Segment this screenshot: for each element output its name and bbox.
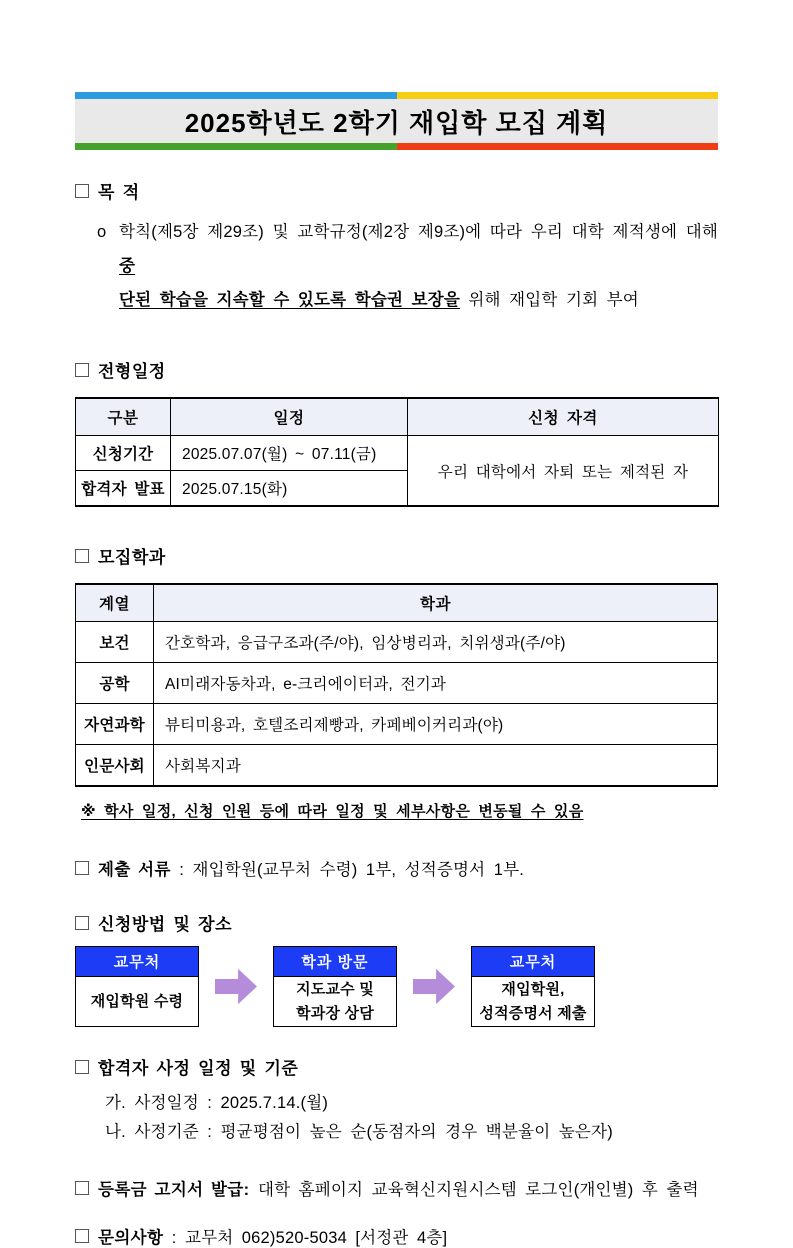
purpose-line-2 — [119, 283, 718, 317]
flow-step-1-body — [76, 977, 198, 1026]
row-label: 신청기간 — [76, 436, 171, 471]
right-arrow-icon — [413, 965, 455, 1009]
row-label: 합격자 발표 — [76, 471, 171, 507]
schedule-heading — [75, 357, 718, 382]
purpose-paragraph — [97, 215, 718, 317]
tuition-label: 등록금 고지서 발급: — [98, 1181, 250, 1199]
section-purpose — [75, 178, 718, 317]
flow-step-1-header: 교무처 — [76, 947, 198, 977]
row-value: 2025.07.07(월) ~ 07.11(금) — [171, 436, 408, 471]
category-cell: 보건 — [76, 622, 154, 663]
flow-step-3-line2: 성적증명서 제출 — [479, 1004, 587, 1022]
table-header-row — [76, 584, 718, 622]
section-assessment — [75, 1054, 718, 1147]
table-row — [76, 436, 719, 471]
purpose-heading — [75, 178, 718, 203]
section-documents — [75, 856, 718, 880]
flow-step-1-line1: 재입학원 수령 — [90, 992, 184, 1010]
banner-bottom-strip — [75, 143, 718, 150]
checkbox-icon — [75, 184, 89, 198]
purpose-line2-regular: 위해 재입학 기회 부여 — [460, 291, 639, 309]
flow-step-2-header: 학과 방문 — [274, 947, 396, 977]
purpose-line1-regular: 학칙(제5장 제29조) 및 교학규정(제2장 제9조)에 따라 우리 대학 제적생에 대해 — [119, 223, 718, 241]
flow-step-3-body — [472, 977, 594, 1026]
column-header: 일정 — [171, 398, 408, 436]
schedule-table — [75, 397, 719, 507]
assessment-item-criteria: 나. 사정기준 : 평균평점이 높은 순(동점자의 경우 백분율이 높은자) — [105, 1123, 613, 1141]
category-cell: 자연과학 — [76, 704, 154, 745]
table-row — [76, 663, 718, 704]
departments-table — [75, 583, 718, 787]
page-title: 2025학년도 2학기 재입학 모집 계획 — [184, 107, 609, 138]
banner-body — [75, 99, 718, 143]
tuition-value: 대학 홈페이지 교육혁신지원시스템 로그인(개인별) 후 출력 — [249, 1181, 699, 1199]
departments-cell: 사회복지과 — [154, 745, 718, 787]
column-header: 구분 — [76, 398, 171, 436]
departments-heading — [75, 543, 718, 568]
column-header: 신청 자격 — [408, 398, 719, 436]
banner-strip-green — [75, 143, 397, 150]
purpose-line1-emphasis: 중 — [119, 257, 136, 275]
category-cell: 공학 — [76, 663, 154, 704]
flow-step-2-body — [274, 977, 396, 1026]
checkbox-icon — [75, 1181, 89, 1195]
checkbox-icon — [75, 549, 89, 563]
documents-label: 제출 서류 — [98, 861, 171, 879]
checkbox-icon — [75, 916, 89, 930]
documents-value: : 재입학원(교무처 수령) 1부, 성적증명서 1부. — [170, 861, 525, 879]
row-value: 2025.07.15(화) — [171, 471, 408, 507]
section-application — [75, 910, 718, 1027]
purpose-line2-emphasis: 단된 학습을 지속할 수 있도록 학습권 보장을 — [119, 291, 460, 309]
section-schedule — [75, 357, 718, 507]
checkbox-icon — [75, 1229, 89, 1243]
contact-line — [75, 1224, 718, 1248]
flow-step-3-header: 교무처 — [472, 947, 594, 977]
section-tuition — [75, 1176, 718, 1200]
schedule-change-note: ※ 학사 일정, 신청 인원 등에 따라 일정 및 세부사항은 변동될 수 있음 — [81, 803, 584, 820]
bullet-marker: o — [97, 223, 107, 241]
banner-strip-yellow — [397, 92, 719, 99]
table-row — [76, 745, 718, 787]
section-departments — [75, 543, 718, 821]
banner-strip-red — [397, 143, 719, 150]
departments-cell: 뷰티미용과, 호텔조리제빵과, 카페베이커리과(야) — [154, 704, 718, 745]
banner-strip-blue — [75, 92, 397, 99]
column-header: 계열 — [76, 584, 154, 622]
departments-cell: AI미래자동차과, e-크리에이터과, 전기과 — [154, 663, 718, 704]
category-cell: 인문사회 — [76, 745, 154, 787]
documents-line — [75, 856, 718, 880]
purpose-line-1 — [119, 215, 718, 283]
section-heading-text: 합격자 사정 일정 및 기준 — [98, 1059, 299, 1078]
tuition-line — [75, 1176, 718, 1200]
title-banner — [75, 92, 718, 150]
section-heading-text: 신청방법 및 장소 — [98, 915, 233, 934]
table-row — [76, 704, 718, 745]
column-header: 학과 — [154, 584, 718, 622]
right-arrow-icon — [215, 965, 257, 1009]
checkbox-icon — [75, 363, 89, 377]
flow-step-3 — [471, 946, 595, 1027]
application-flow-diagram — [75, 946, 718, 1027]
application-heading — [75, 910, 718, 935]
departments-cell: 간호학과, 응급구조과(주/야), 임상병리과, 치위생과(주/야) — [154, 622, 718, 663]
flow-step-2-line2: 학과장 상담 — [296, 1004, 374, 1022]
checkbox-icon — [75, 1060, 89, 1074]
flow-step-2-line1: 지도교수 및 — [296, 980, 374, 998]
flow-step-3-line1: 재입학원, — [501, 980, 565, 998]
section-contact — [75, 1224, 718, 1248]
contact-value: : 교무처 062)520-5034 [서정관 4층] — [163, 1229, 448, 1247]
flow-step-1 — [75, 946, 199, 1027]
table-row — [76, 622, 718, 663]
contact-label: 문의사항 — [98, 1229, 164, 1247]
purpose-text — [119, 215, 718, 317]
table-header-row — [76, 398, 719, 436]
checkbox-icon — [75, 861, 89, 875]
flow-step-2 — [273, 946, 397, 1027]
qualification-cell: 우리 대학에서 자퇴 또는 제적된 자 — [408, 436, 719, 507]
banner-top-strip — [75, 92, 718, 99]
section-heading-text: 모집학과 — [98, 548, 166, 567]
assessment-heading — [75, 1054, 718, 1079]
section-heading-text: 목 적 — [98, 183, 140, 202]
section-heading-text: 전형일정 — [98, 362, 166, 381]
assessment-items — [105, 1089, 718, 1147]
assessment-item-schedule: 가. 사정일정 : 2025.7.14.(월) — [105, 1094, 329, 1112]
